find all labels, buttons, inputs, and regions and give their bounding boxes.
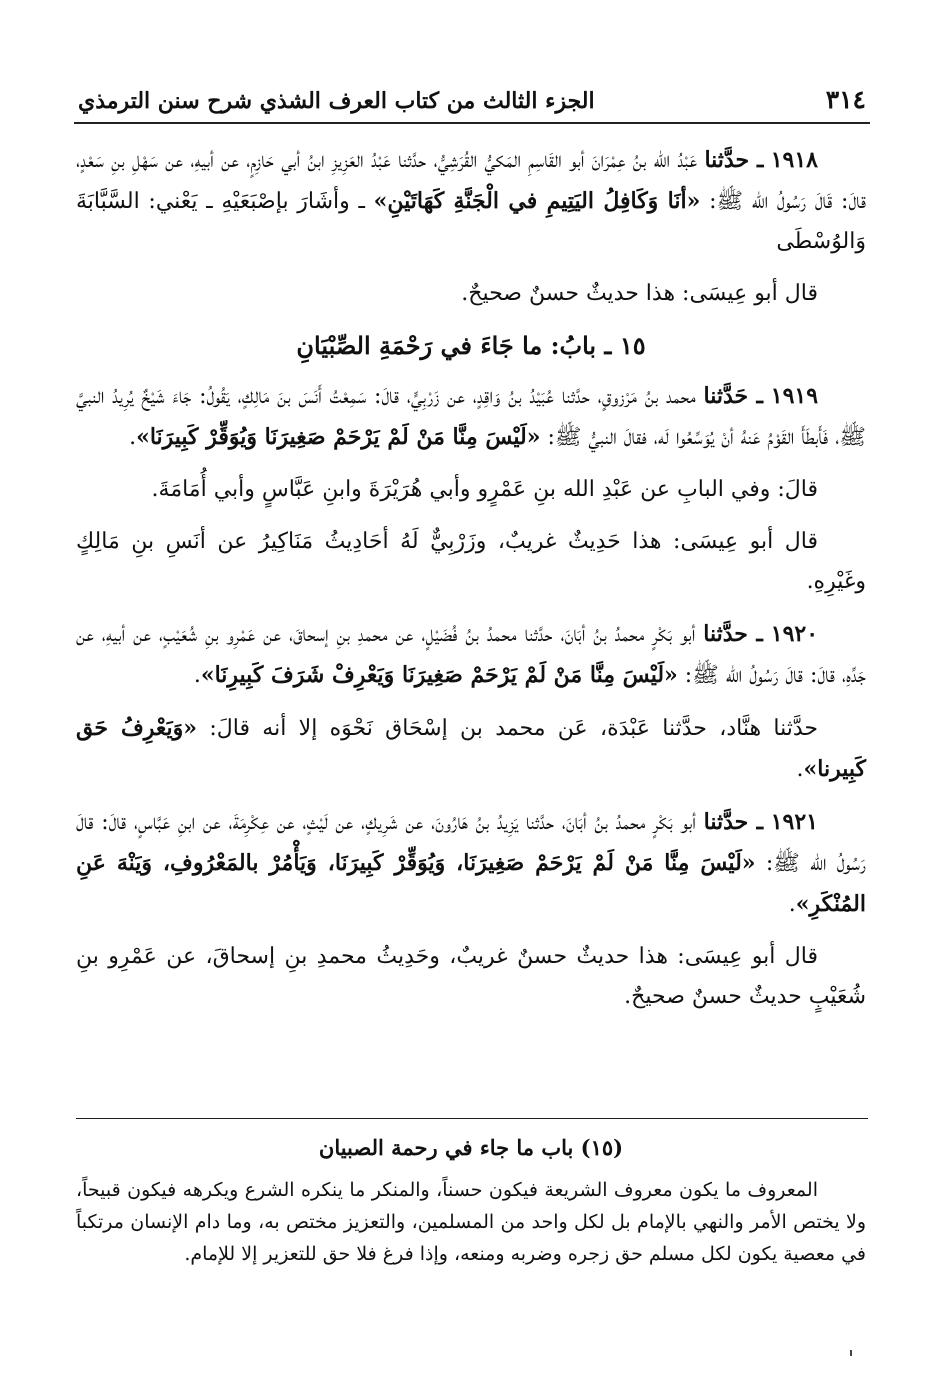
commentary (76, 1132, 866, 1270)
hadith-lead: ـ حدَّثنا (704, 147, 764, 173)
commentary-text: المعروف ما يكون معروف الشريعة فيكون حسناً، والمنكر ما ينكره الشرع ويكرهه فيكون قبيحاً، ولا يختص الأمر والنهي بالإمام بل لكل واحد من المسلمين، والتعزيز مختص به، وما دام الإنسان مرتكباً في معصية يكون لكل مسلم حق زجره وضربه ومنعه، وإذا فرغ فلا حق للتعزير إلا للإمام. (76, 1179, 866, 1265)
hadith-tail: . (796, 757, 804, 782)
hadith-text: «لَيْسَ مِنَّا مَنْ لَمْ يَرْحَمْ صَغِيرَنَا، وَيُوَقِّرْ كَبِيرَنَا، وَيَأْمُرْ بالمَعْرُوفِ، وَيَنْهَ عَنِ المُنْكَرِ» (76, 850, 866, 917)
hadith-variant (76, 708, 866, 790)
page-number: ٣١٤ (825, 85, 866, 114)
hadith-tail: . (129, 425, 137, 450)
hadith-chain: أبو بَكْرٍ محمدُ بنُ أبَانَ، حدَّثنا يَزِيدُ بنُ هَارُونَ، عن شَرِيكٍ، عن لَيْثٍ، عن عِكْرِمَةَ، عن ابنِ عَبَّاسٍ، قالَ: قالَ رَسُولُ الله ﷺ: (76, 810, 867, 876)
hadith-chain: أبو بَكْرٍ محمدُ بنُ أبَانَ، حدَّثنا محمدُ بنُ فُضَيْلٍ، عن محمدِ بنِ إسحاقَ، عن عَمْرِو بنِ شُعَيْبٍ، عن أبيهِ، عن جَدِّهِ، قالَ: قالَ رَسُولُ الله ﷺ: (76, 622, 866, 688)
commentary-title: (١٥) باب ما جاء في رحمة الصبيان (318, 1135, 624, 1160)
grading-1919: قال أبو عِيسَى: هذا حَدِيثٌ غريبٌ، وزَرْبِيٌّ لَهُ أحَادِيثُ مَنَاكِيرُ عن أنَسِ بنِ مَالِكٍ وغَيْرِهِ. (76, 529, 866, 594)
hadith-chain: حدَّثنا هنَّاد، حدَّثنا عَبْدَة، عَن محمد بن إسْحَاق نَحْوَه إلا أنه قالَ: (209, 716, 819, 741)
hadith-text: «وَيَعْرِفُ حَق كَبِيرنا» (76, 715, 866, 782)
hadith-text: «لَيْسَ مِنَّا مَنْ لَمْ يَرْحَمْ صَغِيرَنَا وَيُوَقِّرْ كَبِيرَنَا» (136, 424, 541, 450)
hadith-lead: ـ حدَّثنا (703, 621, 763, 647)
hadith-text: «أنَا وَكَافِلُ اليَتِيمِ في الْجَنَّةِ كَهَاتَيْنِ» (373, 188, 701, 214)
hadith-number: ١٩٢١ (770, 809, 818, 835)
hadith-1920 (76, 614, 866, 696)
chapter-title: ١٥ ـ بابُ: ما جَاءَ في رَحْمَةِ الصِّبْيَانِ (296, 331, 646, 360)
book-title: الجزء الثالث من كتاب العرف الشذي شرح سنن الترمذي (78, 88, 595, 114)
hadith-tail: ـ وأشَارَ بإصْبَعَيْهِ ـ يَعْني: السَّبَّابَةَ وَالوُسْطَى (76, 189, 866, 254)
header-rule (74, 122, 870, 124)
hadith-tail: . (193, 663, 201, 688)
hadith-lead: ـ حدَّثنا (703, 809, 764, 835)
hadith-1919 (76, 376, 866, 458)
hadith-tail: . (788, 892, 796, 917)
grading-1921: قال أبو عِيسَى: هذا حديثٌ حسنٌ غريبٌ، وحَدِيثُ محمدِ بنِ إسحاقَ، عن عَمْرِو بنِ شُعَيْبٍ حديثٌ حسنٌ صحيحٌ. (76, 944, 866, 1009)
running-head (78, 72, 866, 114)
hadith-1918 (76, 140, 866, 262)
grading-1918: قال أبو عِيسَى: هذا حديثٌ حسنٌ صحيحٌ. (461, 281, 818, 306)
hadith-text: «لَيْسَ مِنَّا مَنْ لَمْ يَرْحَمْ صَغِيرَنَا وَيَعْرِفْ شَرَفَ كَبِيرِنَا» (200, 662, 678, 688)
chapter-note: قالَ: وفي البابِ عن عَبْدِ الله بنِ عَمْرٍو وأبي هُرَيْرَةَ وابنِ عَبَّاسٍ وأبي أُمَامَةَ. (151, 477, 818, 502)
hadith-number: ١٩١٨ (770, 147, 818, 173)
hadith-chain: محمد بنُ مَرْزوقٍ، حدَّثنا عُبَيْدُ بنُ وَاقِدٍ، عن زَرْبِيٍّ، قالَ: سَمِعْتُ أَنَسَ بنَ مَالِكٍ، يَقُولُ: جَاءَ شَيْخٌ يُرِيدُ النبيَّ ﷺ، فَأَبطَأَ القَوْمُ عَنهُ أنْ يُوَسِّعُوا لَه، فقالَ النبيُّ ﷺ: (76, 384, 866, 450)
hadith-number: ١٩٢٠ (770, 621, 819, 647)
hadith-1921 (76, 802, 866, 925)
hadith-number: ١٩١٩ (770, 383, 819, 409)
stray-mark (850, 1350, 852, 1356)
main-text (76, 140, 866, 1029)
hadith-chain: عَبْدُ الله بنُ عِمْرَانَ أبو القَاسِمِ المَكيُّ القُرَشِيُّ، حدَّثنا عَبْدُ العَزِيزِ ابنُ أبي حَازِمٍ، عن أبيهِ، عن سَهْلِ بنِ سَعْدٍ، قالَ: قَالَ رَسُولُ الله ﷺ: (76, 148, 866, 214)
commentary-rule (76, 1118, 868, 1119)
hadith-lead: ـ حَدَّثنا (703, 383, 764, 409)
